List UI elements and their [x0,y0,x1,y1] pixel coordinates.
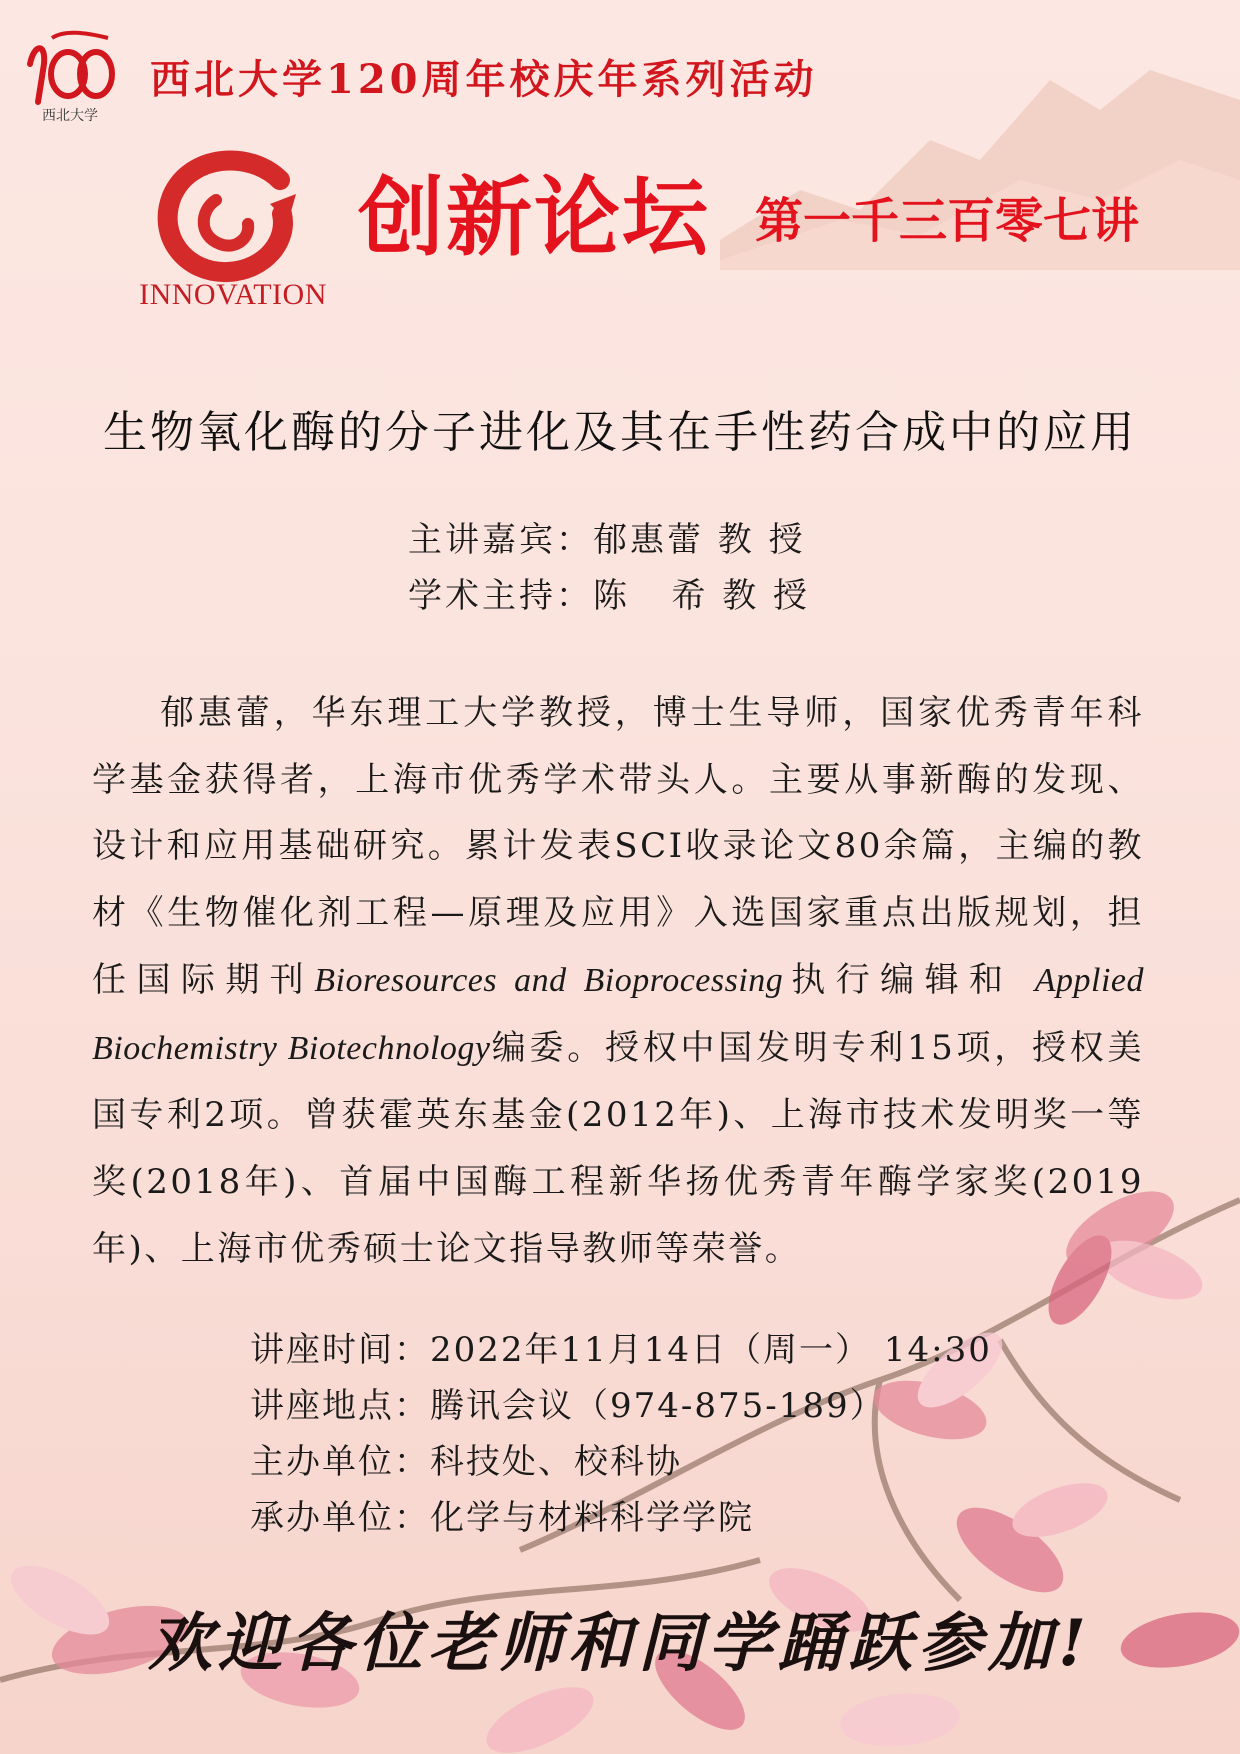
forum-title: 创新论坛 [358,168,710,268]
welcome-message: 欢迎各位老师和同学踊跃参加! [147,1606,1093,1681]
speaker-bio [92,680,1144,1282]
bio-text-part3: 编委。授权中国发明专利15项，授权美国专利2项。曾获霍英东基金(2012年)、上海市技术发明奖一等奖(2018年)、首届中国酶工程新华扬优秀青年酶学家奖(2019年)、上海市优秀硕士论文指导教师等荣誉。 [92,1027,1144,1269]
speakers-block [408,512,810,624]
journal-name-2: Applied Biochemistry Biotechnology [92,961,1144,1067]
talk-title: 生物氧化酶的分子进化及其在手性药合成中的应用 [103,407,1137,458]
anniversary-series-title: 西北大学120周年校庆年系列活动 [150,56,818,103]
organizer: 主办单位：科技处、校科协 [250,1442,682,1482]
lecture-location: 讲座地点：腾讯会议（974-875-189） [250,1386,886,1426]
speaker-line: 主讲嘉宾：郁惠蕾 教 授 [408,520,806,560]
lecture-number: 第一千三百零七讲 [755,193,1140,249]
lecture-info-block [250,1322,992,1546]
host-line: 学术主持：陈 希 教 授 [408,576,811,616]
anniversary-logo-caption: 西北大学 [42,108,98,124]
lecture-time: 讲座时间：2022年11月14日（周一） 14:30 [250,1330,992,1370]
co-organizer: 承办单位：化学与材料科学学院 [250,1498,754,1538]
bio-text-part1: 郁惠蕾，华东理工大学教授，博士生导师，国家优秀青年科学基金获得者，上海市优秀学术带头人。主要从事新酶的发现、设计和应用基础研究。累计发表SCI收录论文80余篇，主编的教材《生物催化剂工程—原理及应用》入选国家重点出版规划，担任国际期刊 [92,693,1144,1000]
innovation-logo-text: INNOVATION [139,278,327,311]
anniversary-120-logo [24,24,116,132]
bio-text-part2: 执行编辑和 [783,959,1035,1000]
journal-name-1: Bioresources and Bioprocessing [314,961,784,999]
